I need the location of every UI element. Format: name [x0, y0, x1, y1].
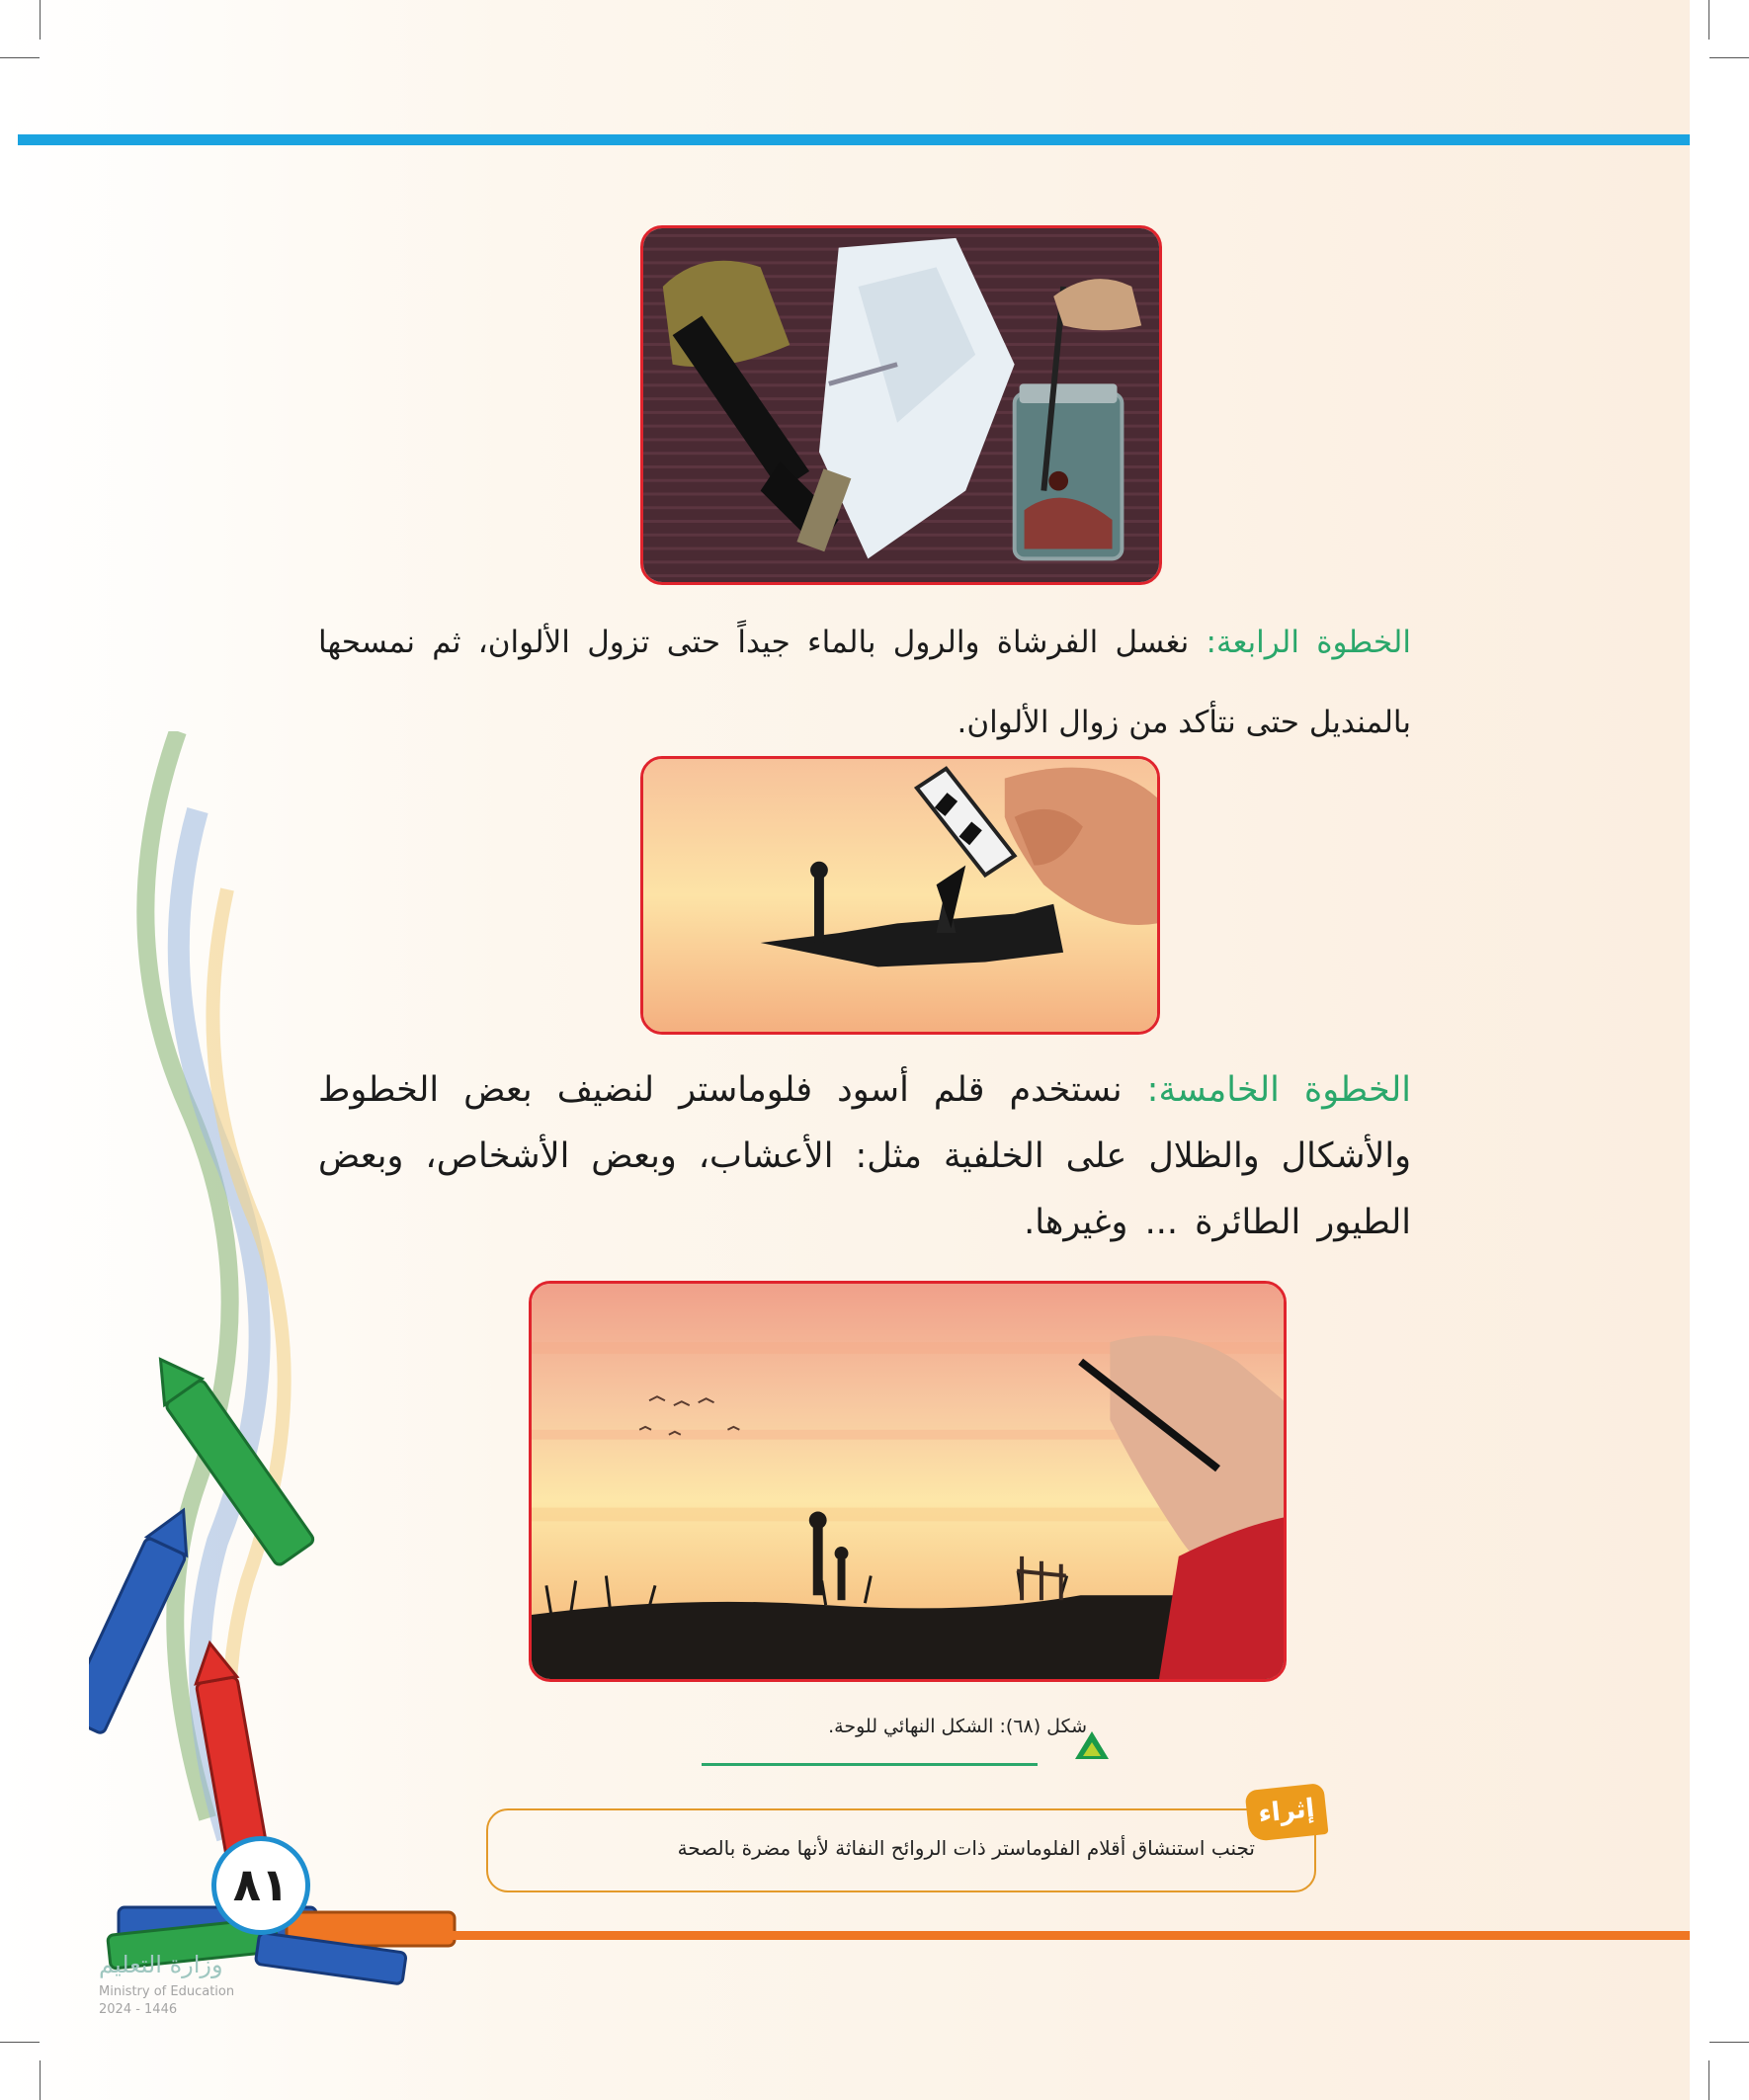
crop-mark [1709, 2042, 1749, 2043]
step5-lead: الخطوة الخامسة: [1146, 1070, 1411, 1110]
crop-mark [1709, 57, 1749, 58]
step4-lead: الخطوة الرابعة: [1206, 625, 1411, 660]
step4-paragraph [318, 603, 1411, 763]
enrichment-text: تجنب استنشاق أقلام الفلوماستر ذات الروائح النفاثة لأنها مضرة بالصحة [677, 1836, 1255, 1860]
crop-mark [0, 2042, 40, 2043]
edition-year: 2024 - 1446 [99, 2002, 178, 2017]
figure-caption: شكل (٦٨): الشكل النهائي للوحة. [828, 1716, 1087, 1737]
photo-final-painting [529, 1281, 1287, 1682]
photo-washing-tools [640, 225, 1162, 585]
crop-mark [40, 2060, 41, 2100]
crop-mark [0, 57, 40, 58]
bottom-rule [435, 1931, 1690, 1940]
step4-text: نغسل الفرشاة والرول بالماء جيداً حتى تزول الألوان، ثم نمسحها بالمنديل حتى نتأكد من زوال الألوان. [318, 625, 1411, 740]
top-rule [18, 134, 1690, 145]
ministry-name-english: Ministry of Education [99, 1984, 235, 1999]
photo-marker-drawing [640, 756, 1160, 1035]
page-number: ٨١ [211, 1836, 310, 1935]
step5-text: نستخدم قلم أسود فلوماستر لنضيف بعض الخطوط والأشكال والظلال على الخلفية مثل: الأعشاب، وبعض الأشخاص، وبعض الطيور الطائرة ... وغيرها. [318, 1070, 1411, 1242]
ministry-name-arabic: وزارة التعليم [99, 1951, 223, 1978]
crop-mark [40, 0, 41, 40]
enrichment-badge: إثراء [1245, 1783, 1329, 1842]
caption-underline [702, 1763, 1038, 1766]
crayon-decoration [89, 731, 464, 1996]
crop-mark [1708, 0, 1709, 40]
crop-mark [1708, 2060, 1709, 2100]
step5-paragraph [318, 1057, 1411, 1256]
